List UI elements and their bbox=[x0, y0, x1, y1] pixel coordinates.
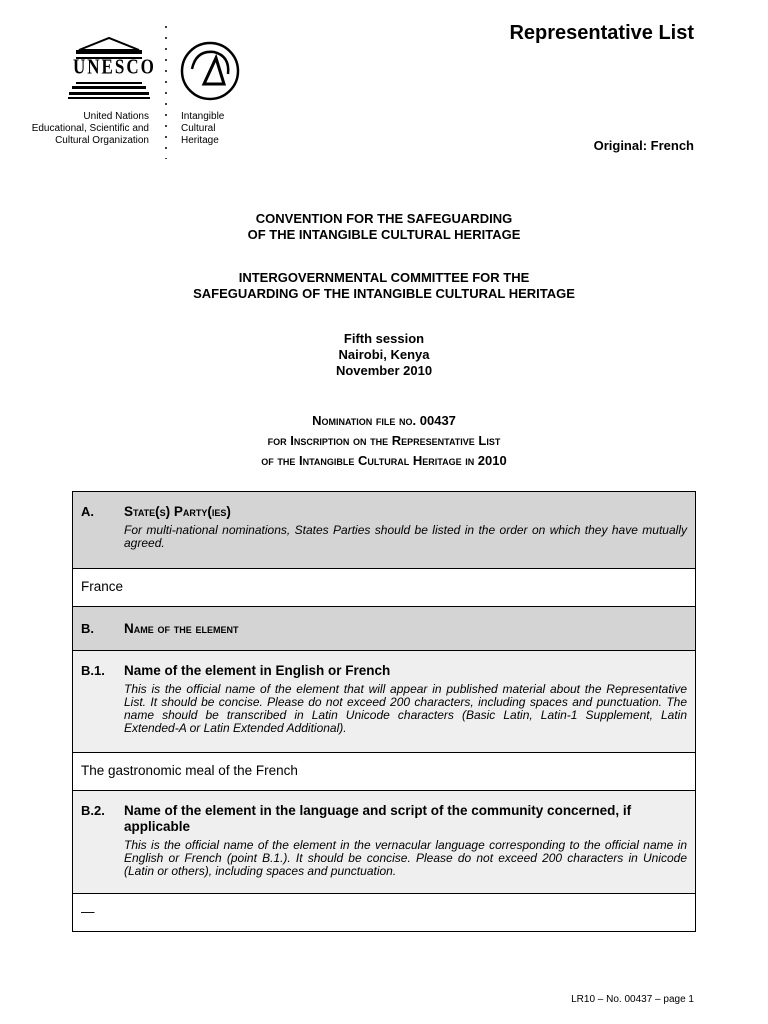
section-b2-number: B.2. bbox=[81, 803, 105, 818]
convention-title bbox=[0, 211, 768, 243]
nomination-heading bbox=[0, 411, 768, 471]
committee-line2: SAFEGUARDING OF THE INTANGIBLE CULTURAL HERITAGE bbox=[193, 286, 575, 301]
section-b1-number: B.1. bbox=[81, 663, 105, 678]
section-b-number: B. bbox=[81, 621, 94, 636]
ich-caption-line1: Intangible bbox=[181, 111, 225, 122]
unesco-wordmark: UNESCO bbox=[73, 54, 156, 79]
committee-title bbox=[0, 270, 768, 302]
section-b1-instruction: This is the official name of the element that will appear in published material about the Representative List. It should be concise. Please do not exceed 200 characters, including spaces and punctuation. The name should be transcribed in Latin Unicode characters (Basic Latin, Latin-1 Supplement, Latin Extended-A or Latin Extended Additional). bbox=[124, 682, 687, 735]
session: Fifth session bbox=[343, 331, 425, 346]
section-b1-header bbox=[73, 650, 695, 752]
section-b1-answer-field[interactable] bbox=[73, 752, 695, 790]
unesco-caption-line1: United Nations bbox=[83, 111, 149, 122]
section-a-answer: France bbox=[81, 579, 124, 594]
committee-line1: INTERGOVERNMENTAL COMMITTEE FOR THE bbox=[238, 270, 530, 285]
ich-caption-line2: Cultural bbox=[181, 123, 216, 134]
nomination-line1: Nomination file no. 00437 bbox=[312, 413, 456, 428]
nomination-line2: for Inscription on the Representative List bbox=[267, 433, 501, 448]
section-b-header bbox=[73, 606, 695, 650]
session-date: November 2010 bbox=[335, 363, 433, 378]
section-b2-title: Name of the element in the language and script of the community concerned, if applicable bbox=[124, 803, 632, 834]
session-info bbox=[0, 331, 768, 379]
section-b-title: Name of the element bbox=[124, 621, 239, 636]
unesco-caption-line3: Cultural Organization bbox=[55, 135, 149, 146]
section-a-title: State(s) Party(ies) bbox=[124, 504, 231, 519]
section-a-answer-field[interactable] bbox=[73, 568, 695, 606]
section-b2-instruction: This is the official name of the element in the vernacular language corresponding to the official name in English or French (point B.1.). It should be concise. Please do not exceed 200 characters in Unicode (Latin or others), including spaces and punctuation. bbox=[124, 838, 687, 878]
convention-line1: CONVENTION FOR THE SAFEGUARDING bbox=[255, 211, 513, 226]
section-a-instruction: For multi-national nominations, States Parties should be listed in the order on which they have mutually agreed. bbox=[124, 523, 687, 550]
document-type: Representative List bbox=[509, 22, 694, 44]
convention-line2: OF THE INTANGIBLE CULTURAL HERITAGE bbox=[247, 227, 521, 242]
page-footer: LR10 – No. 00437 – page 1 bbox=[571, 994, 694, 1005]
section-b2-answer: — bbox=[81, 904, 95, 919]
section-b1-title: Name of the element in English or French bbox=[124, 663, 391, 678]
nomination-form bbox=[72, 491, 696, 932]
section-b2-answer-field[interactable] bbox=[73, 893, 695, 931]
original-language: Original: French bbox=[593, 138, 694, 153]
ich-caption bbox=[181, 111, 251, 147]
unesco-caption bbox=[9, 111, 149, 147]
section-b2-header bbox=[73, 790, 695, 893]
location: Nairobi, Kenya bbox=[338, 347, 430, 362]
section-a-header bbox=[73, 492, 695, 568]
nomination-line3: of the Intangible Cultural Heritage in 2010 bbox=[261, 453, 507, 468]
section-b1-answer: The gastronomic meal of the French bbox=[81, 763, 298, 778]
ich-caption-line3: Heritage bbox=[181, 135, 219, 146]
logo-block bbox=[24, 24, 254, 164]
unesco-caption-line2: Educational, Scientific and bbox=[31, 123, 149, 134]
section-a-number: A. bbox=[81, 504, 94, 519]
